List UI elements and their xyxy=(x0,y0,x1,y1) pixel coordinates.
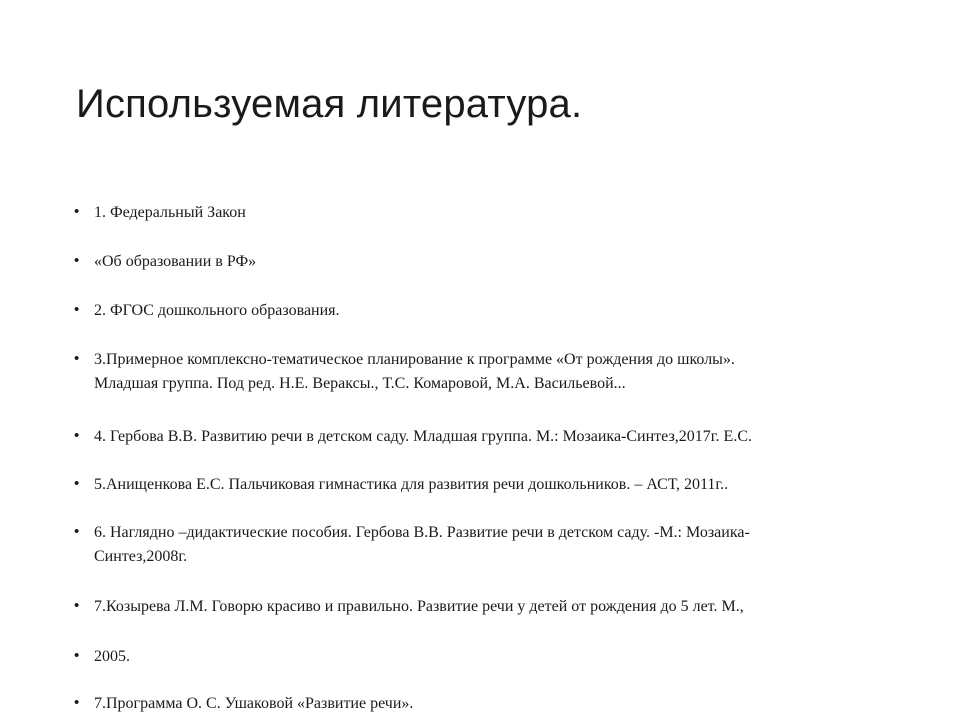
bullet-icon: • xyxy=(74,475,80,492)
list-item xyxy=(74,425,874,449)
list-item-text: 2. ФГОС дошкольного образования. xyxy=(94,302,340,319)
bullet-icon: • xyxy=(74,301,80,318)
list-item-text: 6. Наглядно –дидактические пособия. Гербова В.В. Развитие речи в детском саду. -М.: Мозаика- xyxy=(94,524,750,541)
list-item xyxy=(74,473,874,497)
list-item-text-continued: Синтез,2008г. xyxy=(94,548,188,565)
list-item-text: 7.Козырева Л.М. Говорю красиво и правильно. Развитие речи у детей от рождения до 5 лет. М., xyxy=(94,598,744,615)
list-item xyxy=(74,299,874,323)
list-item-text-continued: Младшая группа. Под ред. Н.Е. Вераксы., Т.С. Комаровой, М.А. Васильевой... xyxy=(94,375,626,392)
bullet-icon: • xyxy=(74,523,80,540)
list-item xyxy=(74,201,874,225)
list-item-text: 3.Примерное комплексно-тематическое планирование к программе «От рождения до школы». xyxy=(94,351,735,368)
bullet-icon: • xyxy=(74,597,80,614)
bullet-icon: • xyxy=(74,350,80,367)
list-item-text: 1. Федеральный Закон xyxy=(94,204,246,221)
list-item-text: 2005. xyxy=(94,648,130,665)
list-item-text: 5.Анищенкова Е.С. Пальчиковая гимнастика для развития речи дошкольников. – АСТ, 2011г.. xyxy=(94,476,729,493)
list-item xyxy=(74,348,874,396)
list-item xyxy=(74,521,874,569)
bullet-icon: • xyxy=(74,203,80,220)
list-item xyxy=(74,250,874,274)
bullet-icon: • xyxy=(74,694,80,711)
slide-title: Используемая литература. xyxy=(76,82,583,126)
list-item xyxy=(74,692,874,716)
bullet-icon: • xyxy=(74,647,80,664)
bullet-icon: • xyxy=(74,427,80,444)
list-item-text: «Об образовании в РФ» xyxy=(94,253,257,270)
list-item xyxy=(74,645,874,669)
list-item-text: 7.Программа О. С. Ушаковой «Развитие речи». xyxy=(94,695,414,712)
list-item-text: 4. Гербова В.В. Развитию речи в детском саду. Младшая группа. М.: Мозаика-Синтез,2017г. Е.С. xyxy=(94,428,752,445)
bullet-icon: • xyxy=(74,252,80,269)
list-item xyxy=(74,595,874,619)
